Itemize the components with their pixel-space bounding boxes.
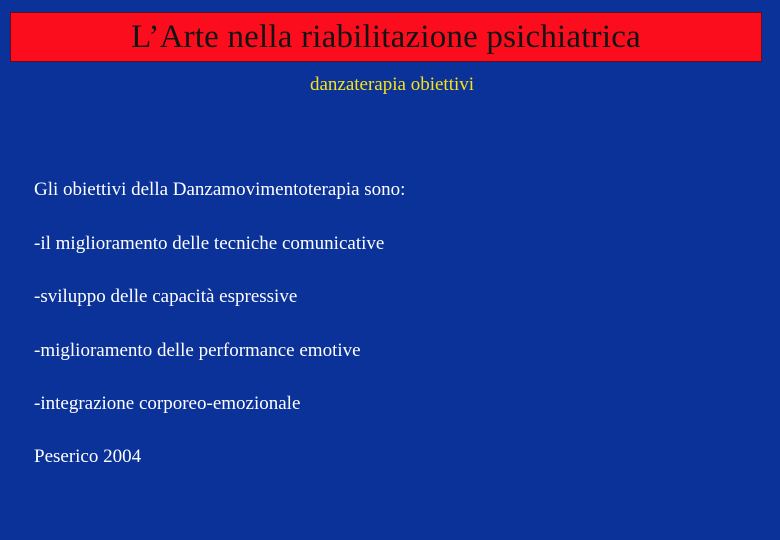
slide-subtitle: danzaterapia obiettivi bbox=[309, 74, 475, 95]
objective-item: -miglioramento delle performance emotive bbox=[34, 340, 361, 361]
body-intro: Gli obiettivi della Danzamovimentoterapia sono: bbox=[34, 179, 406, 200]
citation: Peserico 2004 bbox=[34, 446, 142, 467]
objective-item: -sviluppo delle capacità espressive bbox=[34, 286, 298, 307]
objective-item: -il miglioramento delle tecniche comunicative bbox=[34, 233, 385, 254]
title-bar bbox=[10, 12, 762, 62]
objective-item: -integrazione corporeo-emozionale bbox=[34, 393, 301, 414]
slide-title: L’Arte nella riabilitazione psichiatrica bbox=[131, 18, 641, 55]
